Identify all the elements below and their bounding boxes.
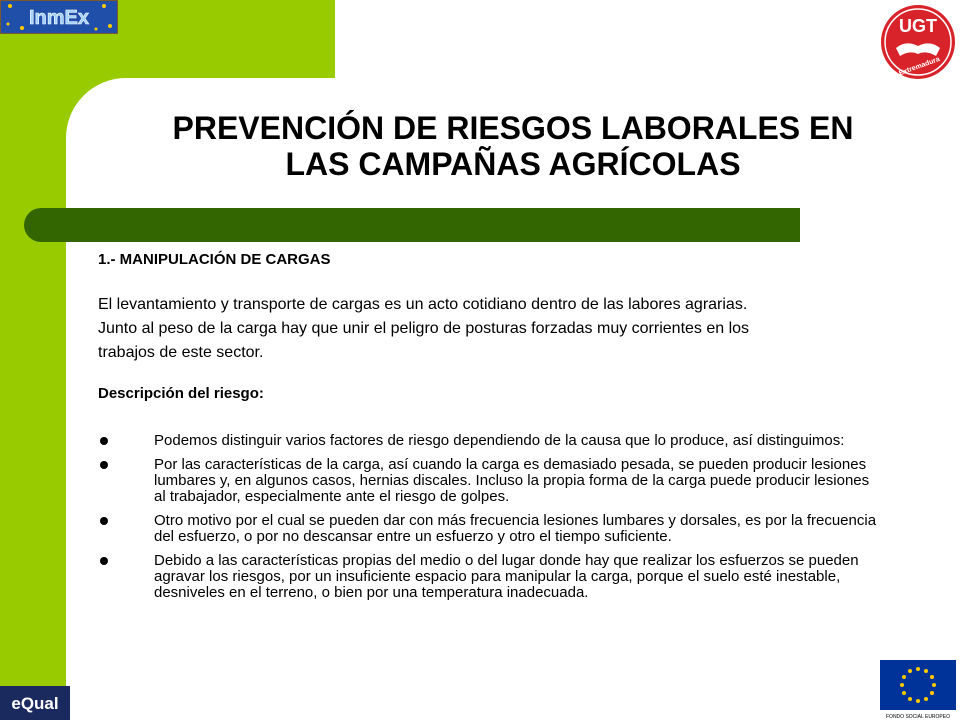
ugt-logo-subtext: Extremadura (898, 55, 941, 78)
ugt-logo (880, 4, 956, 80)
list-item (100, 553, 880, 601)
list-item (100, 513, 880, 545)
equal-logo (0, 686, 70, 720)
bullet-icon (100, 461, 108, 469)
bullet-text: Otro motivo por el cual se pueden dar con más frecuencia lesiones lumbares y dorsales, es por la frecuencia del esfuerzo, o por no descansar entre un esfuerzo y otro el tiempo suficiente. (154, 512, 877, 545)
intro-paragraph (98, 293, 898, 365)
intro-line-3: trabajos de este sector. (98, 344, 264, 361)
page-title-line-2: LAS CAMPAÑAS AGRÍCOLAS (285, 146, 741, 182)
list-item (100, 457, 880, 505)
inmex-logo-text: InmEx (28, 7, 90, 29)
bullet-text: Debido a las características propias del medio o del lugar donde hay que realizar los esfuerzos se pueden agravar los riesgos, por un insuficiente espacio para manipular la carga, porque el suelo esté inestable, desniveles en el terreno, o bien por una temperatura inadecuada. (154, 552, 859, 601)
section-heading: 1.- MANIPULACIÓN DE CARGAS (98, 251, 331, 268)
equal-logo-text: eQual (11, 694, 59, 713)
inmex-logo (0, 0, 118, 34)
risk-bullet-list (100, 433, 880, 609)
eu-flag-logo (880, 660, 956, 720)
page-title-line-1: PREVENCIÓN DE RIESGOS LABORALES EN (172, 110, 854, 146)
bullet-text: Por las características de la carga, así cuando la carga es demasiado pesada, se pueden producir lesiones lumbares y, en algunos casos, hernias discales. Incluso la propia forma de la carga puede producir lesiones al trabajador, especialmente ante el riesgo de golpes. (154, 456, 870, 505)
page-title (66, 110, 960, 182)
bullet-icon (100, 557, 108, 565)
risk-description-heading: Descripción del riesgo: (98, 385, 264, 402)
intro-line-1: El levantamiento y transporte de cargas es un acto cotidiano dentro de las labores agrarias. (98, 296, 748, 313)
intro-line-2: Junto al peso de la carga hay que unir el peligro de posturas forzadas muy corrientes en los (98, 320, 750, 337)
bullet-icon (100, 437, 108, 445)
bullet-text: Podemos distinguir varios factores de riesgo dependiendo de la causa que lo produce, así distinguimos: (154, 432, 845, 449)
bullet-icon (100, 517, 108, 525)
eu-caption: FONDO SOCIAL EUROPEO (886, 714, 950, 720)
ugt-logo-text: UGT (899, 16, 937, 36)
list-item (100, 433, 880, 449)
title-underline-bar (60, 208, 800, 242)
